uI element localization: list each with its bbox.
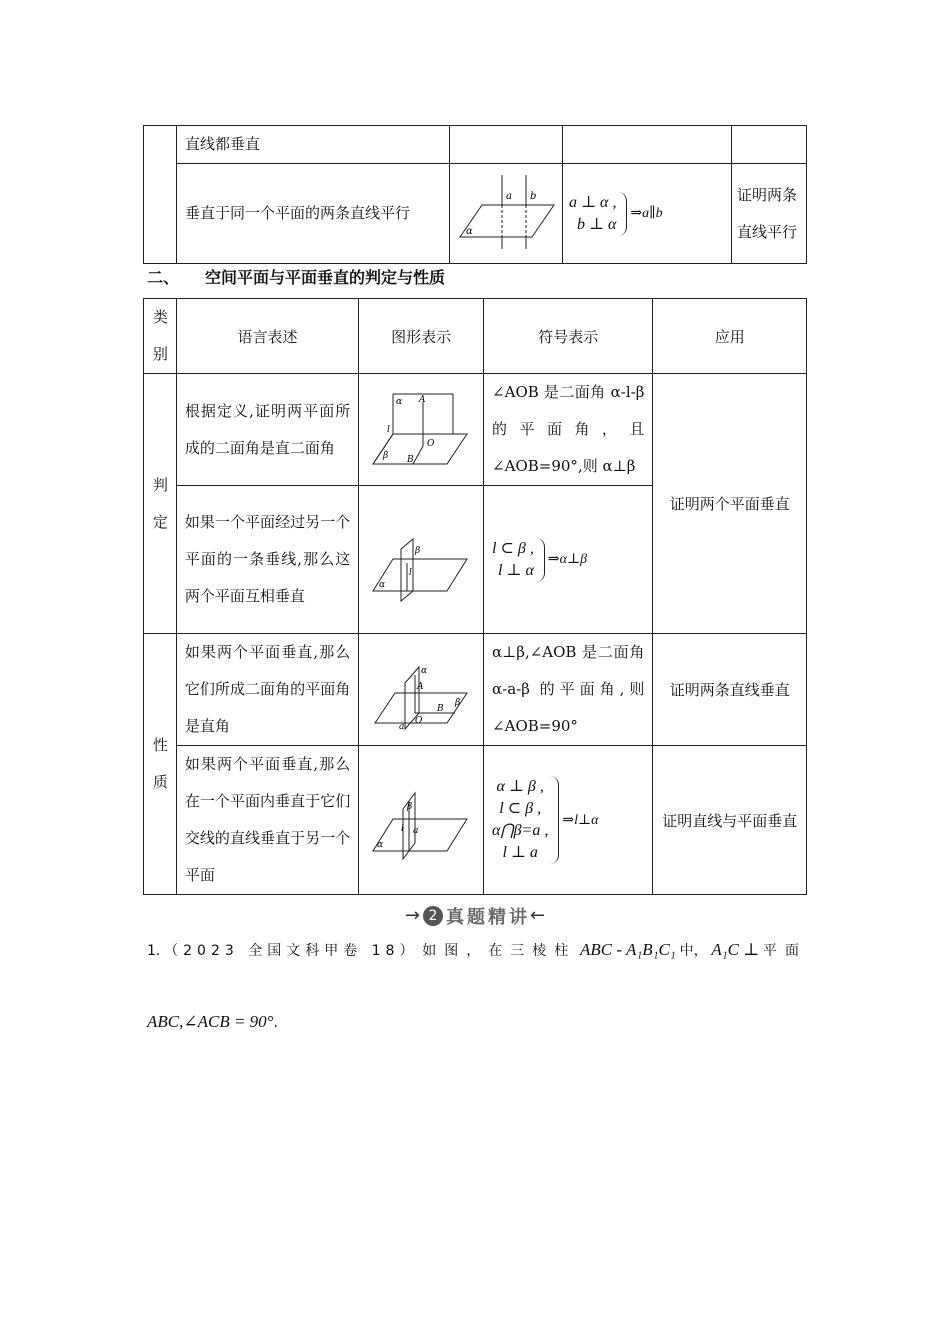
symbol-line: l ⊥ α xyxy=(497,561,534,579)
top-row2-application: 证明两条直线平行 xyxy=(737,185,798,241)
group-property: 性质 xyxy=(144,634,177,895)
problem-source: （2023 全国文科甲卷 18） xyxy=(164,943,419,959)
symbol-conclusion: ⇒a∥b xyxy=(630,206,663,221)
header-category: 类别 xyxy=(144,299,177,374)
statement-text: 如果两个平面垂直,那么它们所成二面角的平面角是直角 xyxy=(184,643,351,735)
fig-label-alpha: α xyxy=(466,225,473,237)
statement-text: 如果一个平面经过另一个平面的一条垂线,那么这两个平面互相垂直 xyxy=(184,513,351,605)
symbol-line: l ⊥ a xyxy=(502,844,538,861)
top-row1-statement: 直线都垂直 xyxy=(185,135,261,153)
header-symbol: 符号表示 xyxy=(484,299,653,374)
fig-label: α xyxy=(377,840,384,850)
banner-title: 真题精讲 xyxy=(446,907,530,928)
symbol-text: α⊥β,∠AOB 是二面角 α-a-β 的平面角,则∠AOB=90° xyxy=(492,643,645,735)
fig-label: α xyxy=(421,665,428,676)
judgement-application-cell: 证明两个平面垂直 xyxy=(653,374,807,634)
fig-label: β xyxy=(415,545,421,556)
statement-text: 根据定义,证明两平面所成的二面角是直二面角 xyxy=(184,401,351,457)
property-row2-statement-cell xyxy=(176,746,358,895)
header-language: 语言表述 xyxy=(176,299,358,374)
symbol-line: α ⊥ β , xyxy=(496,778,544,795)
header-application: 应用 xyxy=(653,299,807,374)
property-row1-symbol-cell xyxy=(484,634,653,746)
symbol-line: a ⊥ α , xyxy=(569,193,617,211)
symbol-conclusion: ⇒l⊥α xyxy=(562,812,599,828)
fig-label: α xyxy=(379,579,386,590)
symbol-line: b ⊥ α xyxy=(577,215,617,233)
fig-label: B xyxy=(437,703,444,714)
property-row2-application-cell: 证明直线与平面垂直 xyxy=(653,746,807,895)
top-row2-application-cell xyxy=(732,164,807,264)
top-row2-symbol-cell xyxy=(563,164,732,264)
problem-line-2: ABC,∠ACB = 90° xyxy=(147,1012,274,1031)
brace xyxy=(536,538,545,582)
symbol-line: l ⊂ β , xyxy=(499,800,542,817)
section-banner xyxy=(0,903,950,929)
problem-number: 1. xyxy=(147,943,161,959)
dihedral-angle-figure xyxy=(371,388,471,468)
fig-label: B xyxy=(407,454,414,465)
prism-notation: ABC - A₁B₁C₁ xyxy=(580,940,676,959)
property-row2-symbol-cell xyxy=(484,746,653,895)
symbol-conclusion: ⇒α⊥β xyxy=(547,552,588,567)
arrow-left-icon: ← xyxy=(530,905,546,926)
property-row2-figure-cell xyxy=(359,746,484,895)
judgement-row1-symbol-cell xyxy=(484,374,653,486)
property-row1-application-cell: 证明两条直线垂直 xyxy=(653,634,807,746)
statement-text: 如果两个平面垂直,那么在一个平面内垂直于它们交线的直线垂直于另一个平面 xyxy=(184,755,351,884)
symbol-text: ∠AOB 是二面角 α-l-β 的平面角，且∠AOB=90°,则 α⊥β xyxy=(492,383,645,475)
problem-text-3: 平面 xyxy=(762,943,807,959)
brace xyxy=(550,776,559,864)
problem-end: . xyxy=(273,1015,278,1031)
judgement-row1-statement-cell xyxy=(176,374,358,486)
judgement-row1-figure-cell xyxy=(359,374,484,486)
symbol-line: l ⊂ β , xyxy=(492,539,534,557)
line-perpendicular-plane-figure xyxy=(371,773,471,863)
property-row1-statement-cell xyxy=(176,634,358,746)
number-badge: 2 xyxy=(423,906,443,926)
perpendicular-planes-figure xyxy=(371,643,471,733)
symbol-line: α⋂β=a , xyxy=(492,822,549,839)
fig-label-b: b xyxy=(530,190,537,202)
brace xyxy=(618,192,627,236)
judgement-row2-statement-cell xyxy=(176,486,358,634)
fig-label: l xyxy=(401,824,405,834)
group-judgement: 判定 xyxy=(144,374,177,634)
judgement-row2-figure-cell xyxy=(359,486,484,634)
top-row2-statement-cell xyxy=(177,164,450,264)
top-row2-statement: 垂直于同一个平面的两条直线平行 xyxy=(185,204,411,222)
fig-label: A xyxy=(417,681,424,692)
problem-1 xyxy=(147,940,807,1032)
fig-label-a: a xyxy=(506,190,512,202)
fig-label: A xyxy=(419,394,426,405)
perp-notation: A₁C ⊥ xyxy=(711,940,760,959)
fig-label: l xyxy=(387,424,391,435)
fig-label: O xyxy=(427,438,435,449)
fig-label: β xyxy=(455,697,461,708)
fig-label: α xyxy=(396,396,403,407)
arrow-right-icon: → xyxy=(404,905,420,926)
problem-text-2: 中， xyxy=(679,943,708,959)
property-row1-figure-cell xyxy=(359,634,484,746)
fig-label: l xyxy=(409,567,413,578)
fig-label: β xyxy=(407,802,413,812)
fig-label: a xyxy=(413,826,419,836)
problem-text-1: 如图，在三棱柱 xyxy=(422,943,577,959)
section-number: 二、 xyxy=(147,268,180,287)
section-title: 空间平面与平面垂直的判定与性质 xyxy=(205,268,446,287)
top-row2-figure-cell xyxy=(450,164,563,264)
header-figure: 图形表示 xyxy=(359,299,484,374)
main-table xyxy=(143,298,807,895)
fig-label: β xyxy=(383,450,389,461)
plane-through-perpendicular-figure xyxy=(371,513,471,603)
top-category-cell xyxy=(144,126,177,264)
judgement-row2-symbol-cell xyxy=(484,486,653,634)
top-table xyxy=(143,125,807,264)
fig-label: a xyxy=(399,721,405,732)
parallel-lines-figure xyxy=(452,167,560,257)
section-heading xyxy=(147,265,445,288)
top-row1-statement-cell xyxy=(177,126,450,164)
fig-label: O xyxy=(415,715,423,726)
